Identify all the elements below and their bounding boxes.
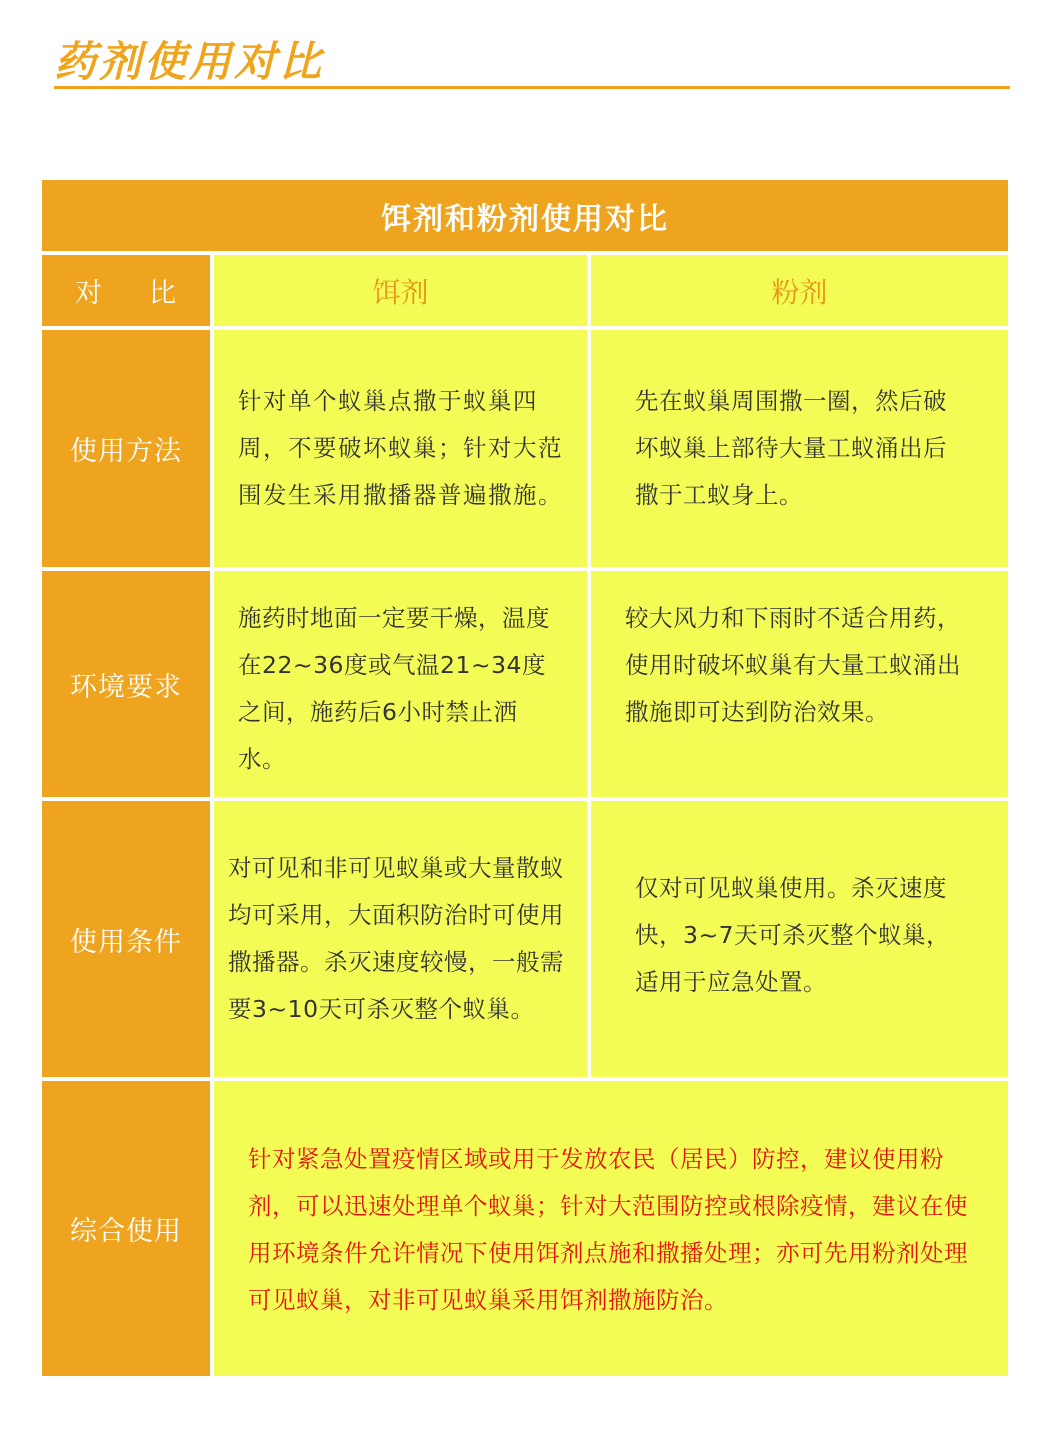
row-method-bait: 针对单个蚁巢点撒于蚁巢四周，不要破坏蚁巢；针对大范围发生采用撒播器普遍撒施。 <box>214 330 587 567</box>
title-underline <box>54 86 1010 89</box>
header-label-char-2: 比 <box>149 278 177 309</box>
row-label-method: 使用方法 <box>42 330 210 567</box>
row-label-environment: 环境要求 <box>42 571 210 797</box>
row-method-powder: 先在蚁巢周围撒一圈，然后破坏蚁巢上部待大量工蚁涌出后撒于工蚁身上。 <box>591 330 1008 567</box>
header-bait: 饵剂 <box>214 255 587 326</box>
page-title: 药剂使用对比 <box>54 37 325 86</box>
header-powder: 粉剂 <box>591 255 1008 326</box>
row-conditions-bait: 对可见和非可见蚁巢或大量散蚁均可采用，大面积防治时可使用撒播器。杀灭速度较慢，一般需要3~10天可杀灭整个蚁巢。 <box>214 801 587 1077</box>
comparison-table <box>42 180 1008 1376</box>
header-label-char-1: 对 <box>75 278 103 309</box>
row-label-conditions: 使用条件 <box>42 801 210 1077</box>
table-caption: 饵剂和粉剂使用对比 <box>42 180 1008 251</box>
row-combined-recommendation: 针对紧急处置疫情区域或用于发放农民（居民）防控，建议使用粉剂，可以迅速处理单个蚁巢；针对大范围防控或根除疫情，建议在使用环境条件允许情况下使用饵剂点施和撒播处理；亦可先用粉剂处理可见蚁巢，对非可见蚁巢采用饵剂撒施防治。 <box>214 1081 1008 1376</box>
row-label-combined: 综合使用 <box>42 1081 210 1376</box>
header-label-compare <box>42 255 210 326</box>
row-conditions-powder: 仅对可见蚁巢使用。杀灭速度快，3~7天可杀灭整个蚁巢，适用于应急处置。 <box>591 801 1008 1077</box>
row-environment-powder: 较大风力和下雨时不适合用药，使用时破坏蚁巢有大量工蚁涌出撒施即可达到防治效果。 <box>591 571 1008 797</box>
row-environment-bait: 施药时地面一定要干燥，温度在22~36度或气温21~34度之间，施药后6小时禁止洒水。 <box>214 571 587 797</box>
